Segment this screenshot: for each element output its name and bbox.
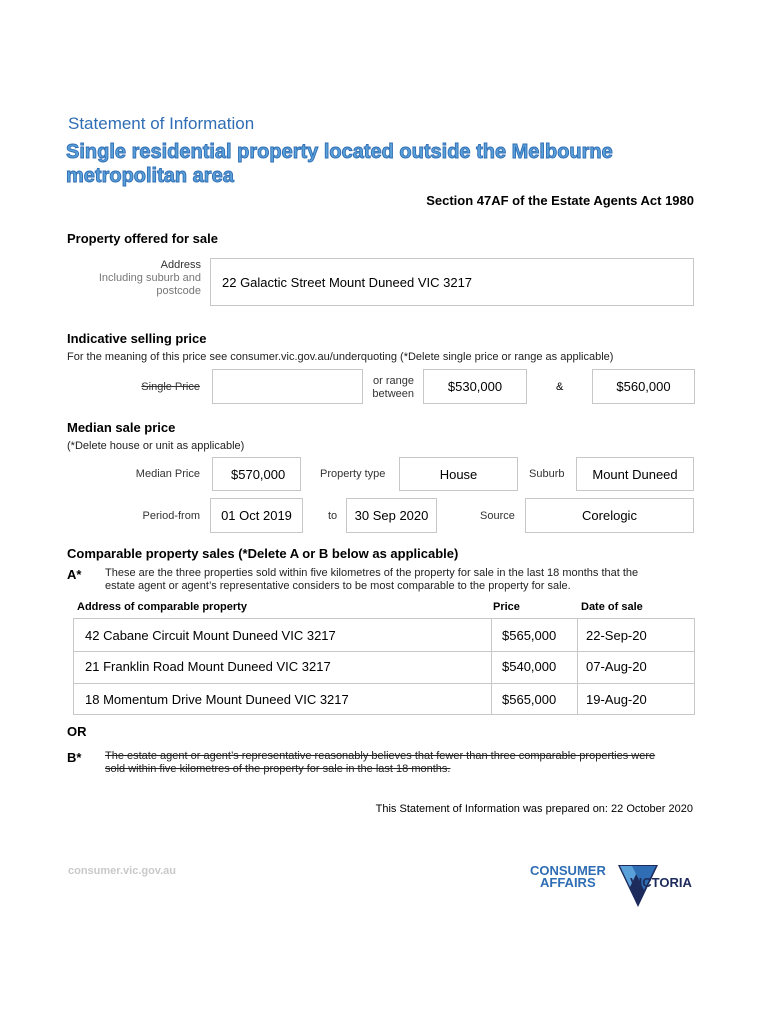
prepared-date: This Statement of Information was prepared on: 22 October 2020 xyxy=(375,803,693,815)
source-value: Corelogic xyxy=(582,508,637,523)
indicative-heading: Indicative selling price xyxy=(67,331,207,346)
median-price-value: $570,000 xyxy=(231,467,286,482)
range-label-2: between xyxy=(372,388,414,400)
row-2-address: 21 Franklin Road Mount Duneed VIC 3217 xyxy=(85,659,331,674)
property-type-label: Property type xyxy=(320,468,386,480)
option-a-marker: A* xyxy=(67,567,82,582)
row-3-price: $565,000 xyxy=(502,692,557,707)
col-address-header: Address of comparable property xyxy=(77,601,247,613)
range-high-value: $560,000 xyxy=(616,379,671,394)
row-1-address: 42 Cabane Circuit Mount Duneed VIC 3217 xyxy=(85,628,336,643)
range-label-1: or range xyxy=(373,375,414,387)
median-price-field[interactable] xyxy=(212,457,301,491)
row-3-date: 19-Aug-20 xyxy=(586,692,647,707)
option-b-text xyxy=(105,750,655,776)
period-from-field[interactable] xyxy=(210,498,303,533)
single-price-label: Single Price xyxy=(141,381,200,393)
col-price-header: Price xyxy=(493,601,520,613)
indicative-note: For the meaning of this price see consumer.vic.gov.au/underquoting (*Delete single price or range as applicable) xyxy=(67,351,614,363)
address-value: 22 Galactic Street Mount Duneed VIC 3217 xyxy=(222,275,473,290)
logo-text-consumer: CONSUMER xyxy=(530,863,606,878)
range-high-field[interactable] xyxy=(592,369,695,404)
property-type-field[interactable] xyxy=(399,457,518,491)
section-reference: Section 47AF of the Estate Agents Act 1980 xyxy=(426,193,694,208)
address-sublabel-2: postcode xyxy=(156,285,201,297)
row-3-address: 18 Momentum Drive Mount Duneed VIC 3217 xyxy=(85,692,349,707)
median-heading: Median sale price xyxy=(67,420,176,435)
row-1-price: $565,000 xyxy=(502,628,557,643)
col-date-header: Date of sale xyxy=(581,601,643,613)
table-row-divider xyxy=(74,683,694,684)
page-title: Single residential property located outside the Melbourne metropolitan area xyxy=(66,141,613,187)
pre-title: Statement of Information xyxy=(68,114,255,133)
period-to-field[interactable] xyxy=(346,498,437,533)
row-1-date: 22-Sep-20 xyxy=(586,628,647,643)
comparable-table xyxy=(73,618,695,715)
option-b-text-1: The estate agent or agent’s representative reasonably believes that fewer than three comparable properties were xyxy=(105,750,656,762)
suburb-field[interactable] xyxy=(576,457,694,491)
address-label: Address xyxy=(160,259,201,271)
range-label xyxy=(364,375,414,401)
option-b-marker: B* xyxy=(67,750,82,765)
logo-text-victoria: VICTORIA xyxy=(630,875,692,890)
median-price-label: Median Price xyxy=(135,468,200,480)
logo-text-affairs: AFFAIRS xyxy=(540,875,596,890)
table-col-divider xyxy=(577,619,578,714)
range-amp: & xyxy=(556,381,564,393)
period-from-value: 01 Oct 2019 xyxy=(221,508,292,523)
website-link[interactable]: consumer.vic.gov.au xyxy=(68,865,177,877)
comparable-heading: Comparable property sales (*Delete A or B below as applicable) xyxy=(67,546,459,561)
range-low-value: $530,000 xyxy=(447,379,503,394)
table-row-divider xyxy=(74,651,694,652)
period-from-label: Period-from xyxy=(142,510,200,522)
option-a-text xyxy=(105,567,638,593)
row-2-date: 07-Aug-20 xyxy=(586,659,647,674)
property-heading: Property offered for sale xyxy=(67,231,218,246)
row-2-price: $540,000 xyxy=(502,659,557,674)
or-label: OR xyxy=(67,724,87,739)
source-label: Source xyxy=(480,510,515,522)
option-b-text-2: sold within five kilometres of the property for sale in the last 18 months. xyxy=(105,763,451,775)
address-sublabel: Including suburb and xyxy=(98,272,201,284)
option-a-text-1: These are the three properties sold within five kilometres of the property for sale in the last 18 months that the xyxy=(105,567,639,579)
range-low-field[interactable] xyxy=(423,369,527,404)
to-label: to xyxy=(328,510,338,522)
median-note: (*Delete house or unit as applicable) xyxy=(67,440,245,452)
source-field[interactable] xyxy=(525,498,694,533)
address-label-group xyxy=(70,259,201,298)
address-field[interactable] xyxy=(210,258,694,306)
single-price-field[interactable] xyxy=(212,369,363,404)
option-a-text-2: estate agent or agent’s representative considers to be most comparable to the property for sale. xyxy=(105,580,571,592)
suburb-value: Mount Duneed xyxy=(592,466,678,482)
property-type-value: House xyxy=(439,466,478,482)
period-to-value: 30 Sep 2020 xyxy=(354,508,429,523)
consumer-affairs-victoria-logo xyxy=(530,862,700,912)
suburb-label: Suburb xyxy=(529,468,565,480)
table-col-divider xyxy=(491,619,492,714)
